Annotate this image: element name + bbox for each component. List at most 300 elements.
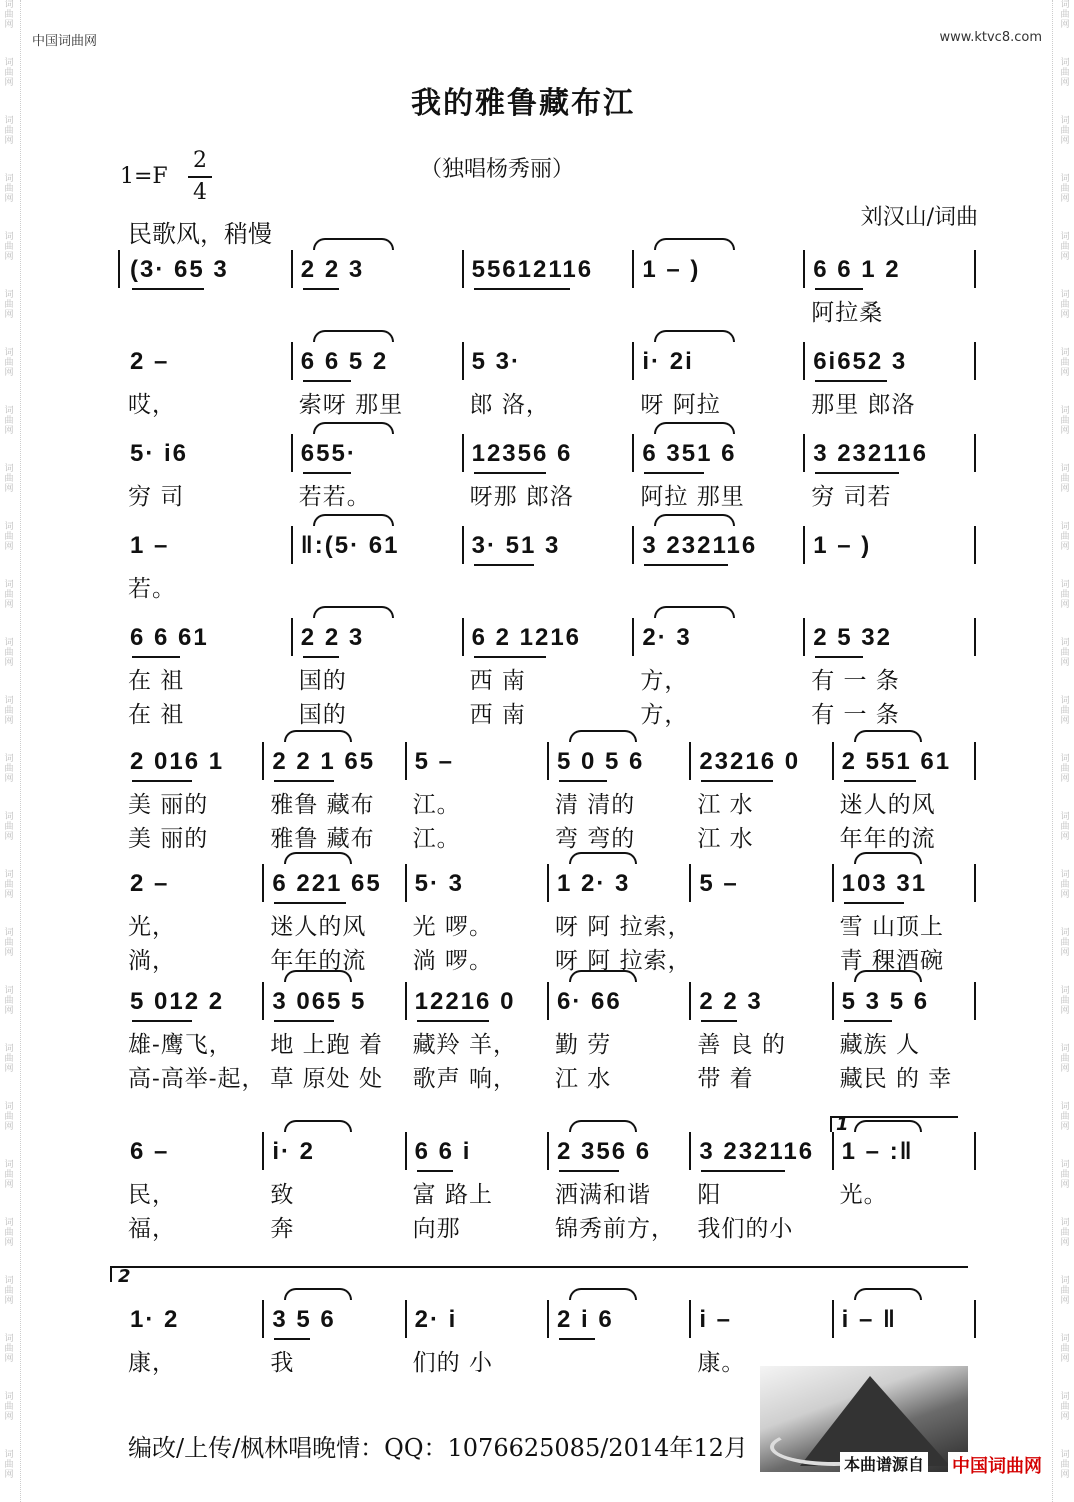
lyric-text: 阿拉 那里: [640, 484, 745, 510]
slur-arc: [313, 238, 394, 250]
lyric-text: 们的 小: [412, 1350, 493, 1376]
lyric-text: 呀 阿 拉索，: [555, 914, 692, 940]
measure-notes: 2 2 1 65: [272, 748, 376, 775]
underline-beam: [559, 1338, 595, 1340]
underline-beam: [303, 288, 339, 290]
measure-notes: 2 2 3: [300, 256, 365, 283]
watermark-text: 词曲网: [1060, 580, 1070, 610]
barline: [547, 1300, 549, 1338]
lyric-text: 方，: [640, 668, 689, 694]
measure-notes: 2 016 1: [130, 748, 225, 775]
watermark-text: 词曲网: [4, 0, 14, 30]
lyrics-row: [0, 786, 1074, 818]
measure-notes: 5 0 5 6: [557, 748, 645, 775]
lyric-text: 江。: [412, 792, 461, 818]
lyric-text: 美 丽的: [128, 792, 209, 818]
lyric-text: 国的: [298, 668, 347, 694]
underline-beam: [132, 288, 204, 290]
barline: [405, 1300, 407, 1338]
underline-beam: [815, 380, 887, 382]
lyrics-row: [0, 662, 1074, 694]
barline: [632, 250, 634, 288]
composer-credit: 刘汉山/词曲: [860, 205, 978, 230]
slur-arc: [654, 606, 735, 618]
lyric-text: 若若。: [298, 484, 371, 510]
underline-beam: [132, 656, 180, 658]
measure-notes: 6· 66: [557, 988, 622, 1015]
lyric-text: 致: [270, 1182, 295, 1208]
watermark-text: 词曲网: [4, 406, 14, 436]
slur-arc: [654, 238, 735, 250]
measure-notes: i· 2: [272, 1138, 316, 1165]
watermark-text: 词曲网: [4, 1450, 14, 1480]
barline: [803, 434, 805, 472]
watermark-text: 词曲网: [1060, 522, 1070, 552]
barline: [632, 342, 634, 380]
lyric-text: 清 清的: [555, 792, 636, 818]
watermark-text: 词曲网: [4, 174, 14, 204]
lyric-text: 西 南: [469, 702, 526, 728]
slur-arc: [284, 1120, 352, 1132]
watermark-text: 词曲网: [1060, 986, 1070, 1016]
key-signature: 1=F: [120, 164, 168, 189]
barline: [689, 742, 691, 780]
measure-notes: 3 065 5: [272, 988, 367, 1015]
tempo-marking: 民歌风，稍慢: [128, 220, 272, 248]
underline-beam: [815, 288, 863, 290]
barline: [547, 742, 549, 780]
slur-arc: [569, 1120, 637, 1132]
barline: [262, 1300, 264, 1338]
lyric-text: 有 一 条: [811, 668, 900, 694]
watermark-text: 词曲网: [1060, 812, 1070, 842]
notation-row: [0, 744, 1074, 780]
lyric-text: 康。: [697, 1350, 746, 1376]
source-site: 中国词曲网: [948, 1452, 1046, 1478]
barline: [974, 618, 976, 656]
underline-beam: [559, 1170, 619, 1172]
measure-notes: 23216 0: [699, 748, 801, 775]
watermark-text: 词曲网: [4, 1160, 14, 1190]
watermark-text: 词曲网: [4, 348, 14, 378]
watermark-text: 词曲网: [1060, 348, 1070, 378]
measure-notes: 2· 3: [642, 624, 692, 651]
first-ending-number: 1: [836, 1114, 849, 1135]
barline: [547, 1132, 549, 1170]
watermark-text: 词曲网: [1060, 58, 1070, 88]
barline: [632, 618, 634, 656]
second-ending-number: 2: [118, 1266, 131, 1287]
lyrics-row: [0, 942, 1074, 974]
lyric-text: 奔: [270, 1216, 295, 1242]
lyrics-row: [0, 1176, 1074, 1208]
measure-notes: i· 2i: [642, 348, 694, 375]
second-ending-bracket: [110, 1266, 968, 1282]
barline: [689, 864, 691, 902]
watermark-text: 词曲网: [1060, 232, 1070, 262]
measure-notes: 6 6 i: [414, 1138, 472, 1165]
measure-notes: i – ‖: [841, 1306, 897, 1333]
watermark-text: 词曲网: [1060, 174, 1070, 204]
lyric-text: 年年的流: [839, 826, 936, 852]
lyric-text: 光，: [128, 914, 176, 940]
lyric-text: 索呀 那里: [298, 392, 404, 418]
measure-notes: 3 232116: [813, 440, 928, 467]
slur-arc: [654, 422, 735, 434]
underline-beam: [474, 656, 546, 658]
barline: [974, 864, 976, 902]
measure-notes: 5 012 2: [130, 988, 225, 1015]
underline-beam: [303, 380, 351, 382]
slur-arc: [284, 970, 352, 982]
lyric-text: 年年的流: [270, 948, 367, 974]
measure-notes: 12216 0: [414, 988, 516, 1015]
measure-notes: 3· 51 3: [471, 532, 561, 559]
notation-row: [0, 1302, 1074, 1338]
notation-row: [0, 620, 1074, 656]
lyrics-row: [0, 294, 1074, 326]
measure-notes: 103 31: [841, 870, 928, 897]
barline: [974, 434, 976, 472]
barline: [118, 250, 120, 288]
watermark-text: 词曲网: [1060, 290, 1070, 320]
watermark-text: 词曲网: [1060, 870, 1070, 900]
lyric-text: 民，: [128, 1182, 176, 1208]
slur-arc: [569, 730, 637, 742]
barline: [832, 1132, 834, 1170]
measure-notes: 2 551 61: [841, 748, 952, 775]
lyric-text: 弯 弯的: [555, 826, 636, 852]
underline-beam: [701, 1020, 737, 1022]
watermark-text: 词曲网: [1060, 1218, 1070, 1248]
slur-arc: [854, 730, 922, 742]
slur-arc: [569, 1288, 637, 1300]
lyric-text: 淌 啰。: [412, 948, 493, 974]
lyrics-row: [0, 1210, 1074, 1242]
underline-beam: [274, 1338, 310, 1340]
lyric-text: 方，: [640, 702, 689, 728]
barline: [291, 250, 293, 288]
barline: [974, 250, 976, 288]
measure-notes: 2 5 32: [813, 624, 892, 651]
lyric-text: 高-高举-起，: [128, 1066, 266, 1092]
watermark-text: 词曲网: [4, 696, 14, 726]
lyric-text: 藏羚 羊，: [412, 1032, 517, 1058]
measure-notes: 6 351 6: [642, 440, 737, 467]
notation-row: [0, 344, 1074, 380]
underline-beam: [132, 780, 192, 782]
lyric-text: 江 水: [555, 1066, 612, 1092]
notation-row: [0, 1134, 1074, 1170]
underline-beam: [474, 288, 570, 290]
measure-notes: 1· 2: [130, 1306, 180, 1333]
lyric-text: 歌声 响，: [412, 1066, 517, 1092]
barline: [462, 434, 464, 472]
lyrics-row: [0, 908, 1074, 940]
watermark-text: 词曲网: [4, 986, 14, 1016]
measure-notes: ‖:(5· 61: [300, 532, 400, 559]
underline-beam: [274, 780, 334, 782]
slur-arc: [313, 606, 394, 618]
underline-beam: [844, 1020, 892, 1022]
lyric-text: 江。: [412, 826, 461, 852]
lyric-text: 呀那 郎洛: [469, 484, 574, 510]
lyric-text: 呀 阿拉: [640, 392, 721, 418]
watermark-text: 词曲网: [1060, 638, 1070, 668]
watermark-text: 词曲网: [4, 1218, 14, 1248]
lyric-text: 那里 郎洛: [811, 392, 916, 418]
barline: [291, 342, 293, 380]
watermark-text: 词曲网: [4, 1392, 14, 1422]
watermark-text: 词曲网: [4, 1276, 14, 1306]
watermark-text: 词曲网: [1060, 464, 1070, 494]
lyric-text: 我们的小: [697, 1216, 794, 1242]
time-bottom: 4: [193, 180, 207, 205]
barline: [832, 982, 834, 1020]
watermark-text: 词曲网: [1060, 1392, 1070, 1422]
lyric-text: 穷 司: [128, 484, 185, 510]
slur-arc: [654, 514, 735, 526]
lyric-text: 阿拉桑: [811, 300, 884, 326]
slur-arc: [284, 852, 352, 864]
watermark-text: 词曲网: [1060, 1334, 1070, 1364]
site-url: www.ktvc8.com: [939, 30, 1042, 45]
underline-beam: [644, 472, 704, 474]
slur-arc: [284, 730, 352, 742]
slur-arc: [569, 852, 637, 864]
slur-arc: [313, 422, 394, 434]
watermark-text: 词曲网: [4, 638, 14, 668]
barline: [262, 742, 264, 780]
watermark-text: 词曲网: [4, 116, 14, 146]
slur-arc: [569, 970, 637, 982]
underline-beam: [844, 902, 904, 904]
barline: [462, 526, 464, 564]
watermark-text: 词曲网: [4, 928, 14, 958]
lyrics-row: [0, 820, 1074, 852]
lyric-text: 藏民 的 幸: [839, 1066, 953, 1092]
watermark-text: 词曲网: [4, 232, 14, 262]
watermark-text: 词曲网: [4, 1044, 14, 1074]
watermark-text: 词曲网: [1060, 754, 1070, 784]
barline: [405, 864, 407, 902]
slur-arc: [854, 852, 922, 864]
measure-notes: 6 6 1 2: [813, 256, 901, 283]
measure-notes: 1 – ): [642, 256, 701, 283]
lyric-text: 藏族 人: [839, 1032, 920, 1058]
lyric-text: 西 南: [469, 668, 526, 694]
lyric-text: 穷 司若: [811, 484, 892, 510]
notation-row: [0, 984, 1074, 1020]
lyric-text: 锦秀前方，: [555, 1216, 675, 1242]
lyric-text: 哎，: [128, 392, 176, 418]
barline: [974, 1132, 976, 1170]
first-ending-bracket: [830, 1116, 958, 1132]
lyrics-row: [0, 1026, 1074, 1058]
lyric-text: 国的: [298, 702, 347, 728]
watermark-text: 词曲网: [1060, 406, 1070, 436]
measure-notes: (3· 65 3: [130, 256, 229, 283]
watermark-text: 词曲网: [4, 522, 14, 552]
underline-beam: [474, 564, 534, 566]
watermark-text: 词曲网: [4, 1334, 14, 1364]
underline-beam: [644, 564, 728, 566]
underline-beam: [417, 1020, 489, 1022]
lyric-text: 我: [270, 1350, 295, 1376]
watermark-text: 词曲网: [1060, 1450, 1070, 1480]
measure-notes: 2 i 6: [557, 1306, 614, 1333]
measure-notes: 2· i: [414, 1306, 458, 1333]
lyrics-row: [0, 696, 1074, 728]
barline: [832, 742, 834, 780]
watermark-text: 词曲网: [4, 464, 14, 494]
measure-notes: 3 232116: [699, 1138, 815, 1165]
barline: [405, 982, 407, 1020]
barline: [689, 982, 691, 1020]
underline-beam: [274, 1020, 334, 1022]
barline: [974, 342, 976, 380]
measure-notes: 6 6 61: [130, 624, 209, 651]
watermark-text: 词曲网: [1060, 1044, 1070, 1074]
lyric-text: 善 良 的: [697, 1032, 786, 1058]
notation-row: [0, 866, 1074, 902]
underline-beam: [132, 1020, 192, 1022]
notation-row: [0, 436, 1074, 472]
slur-arc: [284, 1288, 352, 1300]
measure-notes: 1 – :‖: [841, 1138, 914, 1165]
barline: [974, 982, 976, 1020]
watermark-text: 词曲网: [1060, 116, 1070, 146]
measure-notes: 5· 3: [414, 870, 465, 897]
lyric-text: 草 原处 处: [270, 1066, 383, 1092]
measure-notes: 2 –: [130, 870, 170, 897]
lyric-text: 迷人的风: [839, 792, 936, 818]
lyric-text: 光。: [839, 1182, 888, 1208]
measure-notes: 55612116: [471, 256, 594, 283]
notation-row: [0, 528, 1074, 564]
measure-notes: 6 2 1216: [471, 624, 582, 651]
barline: [462, 250, 464, 288]
watermark-text: 词曲网: [1060, 0, 1070, 30]
watermark-text: 词曲网: [4, 58, 14, 88]
barline: [547, 982, 549, 1020]
barline: [462, 342, 464, 380]
measure-notes: 5 –: [414, 748, 455, 775]
barline: [974, 526, 976, 564]
lyric-text: 雪 山顶上: [839, 914, 944, 940]
notation-row: [0, 252, 1074, 288]
watermark-text: 词曲网: [1060, 928, 1070, 958]
underline-beam: [559, 780, 607, 782]
barline: [462, 618, 464, 656]
watermark-text: 词曲网: [1060, 1160, 1070, 1190]
lyric-text: 迷人的风: [270, 914, 367, 940]
lyric-text: 在 祖: [128, 702, 185, 728]
lyric-text: 呀 阿 拉索，: [555, 948, 692, 974]
lyric-text: 雅鲁 藏布: [270, 826, 375, 852]
underline-beam: [815, 472, 899, 474]
lyric-text: 淌，: [128, 948, 176, 974]
measure-notes: 2 –: [130, 348, 170, 375]
lyrics-row: [0, 386, 1074, 418]
measure-notes: 1 –: [130, 532, 170, 559]
barline: [803, 526, 805, 564]
watermark-text: 词曲网: [4, 870, 14, 900]
lyric-text: 有 一 条: [811, 702, 900, 728]
lyric-text: 洒满和谐: [555, 1182, 651, 1208]
measure-notes: 12356 6: [471, 440, 573, 467]
measure-notes: 5· i6: [130, 440, 189, 467]
slur-arc: [854, 1288, 922, 1300]
lyric-text: 江 水: [697, 826, 754, 852]
measure-notes: 2 2 3: [699, 988, 763, 1015]
barline: [803, 342, 805, 380]
measure-notes: 3 5 6: [272, 1306, 336, 1333]
measure-notes: 6 221 65: [272, 870, 382, 897]
watermark-text: 词曲网: [4, 812, 14, 842]
measure-notes: 6 –: [130, 1138, 170, 1165]
lyric-text: 雅鲁 藏布: [270, 792, 375, 818]
measure-notes: 5 3 5 6: [841, 988, 930, 1015]
barline: [291, 526, 293, 564]
slur-arc: [313, 330, 394, 342]
underline-beam: [303, 472, 351, 474]
underline-beam: [417, 1170, 453, 1172]
lyric-text: 美 丽的: [128, 826, 209, 852]
slur-arc: [313, 514, 394, 526]
lyric-text: 向那: [412, 1216, 461, 1242]
lyric-text: 江 水: [697, 792, 754, 818]
lyrics-row: [0, 1060, 1074, 1092]
singer-credit: （独唱杨秀丽）: [420, 157, 575, 182]
lyric-text: 带 着: [697, 1066, 754, 1092]
underline-beam: [815, 656, 863, 658]
lyric-text: 雄-鹰飞，: [128, 1032, 233, 1058]
measure-notes: 6 6 5 2: [300, 348, 389, 375]
barline: [689, 1132, 691, 1170]
barline: [974, 1300, 976, 1338]
underline-beam: [303, 656, 339, 658]
slur-arc: [854, 970, 922, 982]
lyric-text: 康，: [128, 1350, 176, 1376]
underline-beam: [844, 780, 916, 782]
measure-notes: 655·: [300, 440, 357, 467]
barline: [262, 864, 264, 902]
barline: [832, 1300, 834, 1338]
lyric-text: 若。: [128, 576, 176, 602]
measure-notes: 5 3·: [471, 348, 521, 375]
source-label: 本曲谱源自: [840, 1452, 928, 1475]
barline: [262, 982, 264, 1020]
measure-notes: 2 2 3: [300, 624, 365, 651]
time-top: 2: [193, 148, 207, 173]
lyric-text: 福，: [128, 1216, 176, 1242]
lyric-text: 勤 劳: [555, 1032, 612, 1058]
barline: [689, 1300, 691, 1338]
barline: [632, 526, 634, 564]
watermark-text: 词曲网: [1060, 696, 1070, 726]
barline: [405, 742, 407, 780]
measure-notes: 1 2· 3: [557, 870, 631, 897]
measure-notes: 6i652 3: [813, 348, 908, 375]
barline: [832, 864, 834, 902]
measure-notes: 1 – ): [813, 532, 872, 559]
underline-beam: [701, 1170, 785, 1172]
barline: [974, 742, 976, 780]
barline: [405, 1132, 407, 1170]
lyrics-row: [0, 478, 1074, 510]
watermark-text: 词曲网: [4, 580, 14, 610]
